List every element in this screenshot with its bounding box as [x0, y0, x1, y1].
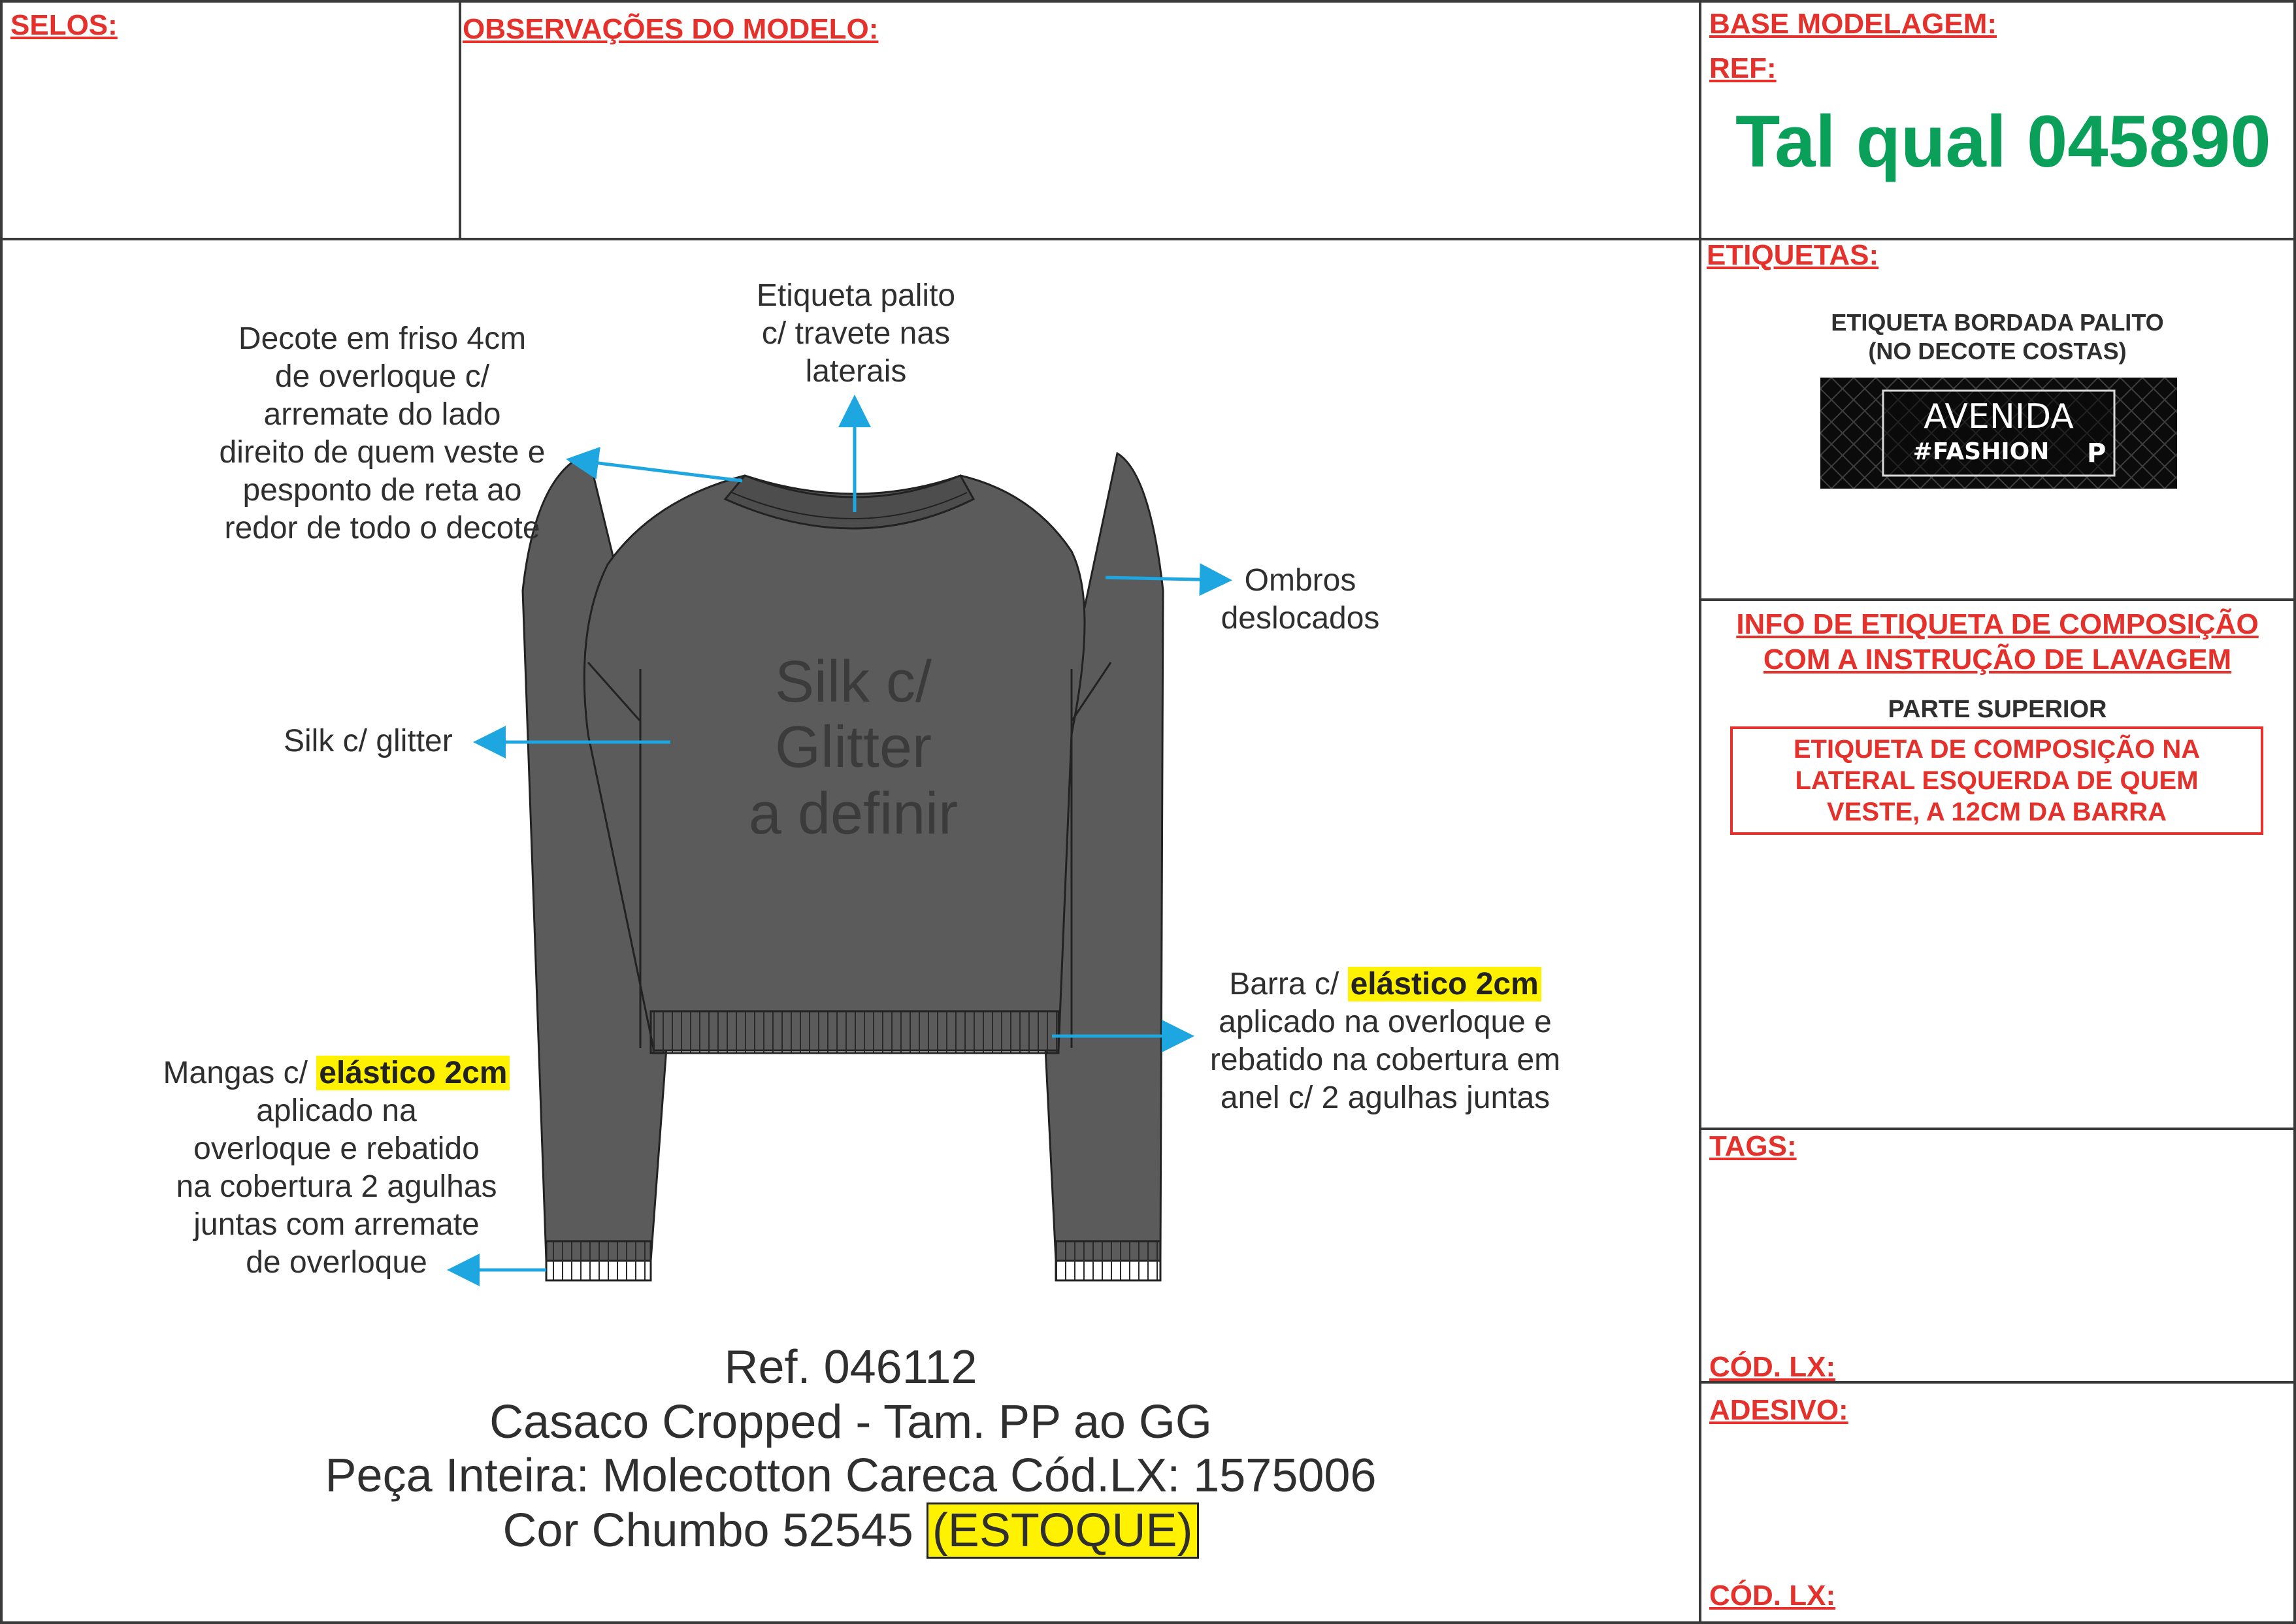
decote-line-3: arremate do lado: [263, 397, 501, 432]
brand-tagline: #FASHION: [1912, 438, 2050, 465]
footer-ref: Ref. 046112: [724, 1341, 977, 1393]
ref-value: Tal qual 045890: [1735, 101, 2271, 182]
composicao-instruction-text: [1794, 734, 2200, 828]
annotation-mangas: [144, 1054, 529, 1282]
footer-color: Cor Chumbo 52545: [502, 1504, 927, 1557]
ombros-line-2: deslocados: [1221, 601, 1380, 636]
brand-size: P: [2087, 438, 2107, 468]
etiqueta-palito-line-2: c/ travete nas: [761, 316, 951, 351]
mangas-line-5: juntas com arremate: [193, 1207, 480, 1242]
adesivo-label: ADESIVO:: [1709, 1394, 1848, 1426]
composicao-title-line-2: COM A INSTRUÇÃO DE LAVAGEM: [1763, 643, 2232, 675]
brand-name: AVENIDA: [1924, 397, 2074, 436]
silk-center-line-1: Silk c/: [774, 649, 932, 715]
observacoes-label: OBSERVAÇÕES DO MODELO:: [463, 13, 879, 45]
barra-prefix: Barra c/: [1229, 967, 1348, 1001]
frame-tags: [1699, 1128, 2296, 1384]
annotation-ombros: [1202, 562, 1398, 638]
mangas-line-4: na cobertura 2 agulhas: [176, 1169, 497, 1204]
barra-line-2: aplicado na overloque e: [1219, 1005, 1552, 1039]
silk-center-line-2: Glitter: [774, 715, 932, 780]
decote-line-1: Decote em friso 4cm: [238, 321, 527, 356]
annotation-decote: [189, 320, 575, 547]
mangas-line-1: [144, 1054, 529, 1092]
annotation-etiqueta-palito: [693, 277, 1019, 391]
mangas-highlight: elástico 2cm: [316, 1056, 510, 1090]
barra-line-4: anel c/ 2 agulhas juntas: [1220, 1080, 1550, 1115]
footer-color-line: [0, 1504, 1701, 1557]
mangas-prefix: Mangas c/: [163, 1056, 317, 1090]
silk-center-line-3: a definir: [748, 781, 959, 847]
selos-label: SELOS:: [10, 9, 118, 41]
ref-label: REF:: [1709, 52, 1777, 84]
left-cuff-rib: [546, 1241, 651, 1280]
etiqueta-palito-line-1: Etiqueta palito: [756, 278, 956, 313]
mangas-line-2: aplicado na: [256, 1094, 417, 1128]
etiqueta-title-line-1: ETIQUETA BORDADA PALITO: [1831, 309, 2164, 336]
composicao-box-line-3: VESTE, A 12CM DA BARRA: [1826, 798, 2167, 826]
cod-lx-label-adesivo: CÓD. LX:: [1709, 1580, 1836, 1612]
parte-superior-label: PARTE SUPERIOR: [1888, 696, 2107, 723]
footer-product: Casaco Cropped - Tam. PP ao GG: [489, 1396, 1212, 1448]
decote-line-5: pesponto de reta ao: [242, 473, 522, 508]
cod-lx-label-tags: CÓD. LX:: [1709, 1351, 1836, 1383]
composicao-instruction-box: [1730, 726, 2263, 835]
mangas-line-6: de overloque: [246, 1245, 427, 1280]
composicao-box-line-1: ETIQUETA DE COMPOSIÇÃO NA: [1793, 735, 2201, 764]
ombros-line-1: Ombros: [1244, 563, 1356, 598]
etiquetas-label: ETIQUETAS:: [1707, 239, 1879, 271]
barra-line-3: rebatido na cobertura em: [1209, 1043, 1561, 1077]
frame-composicao: [1699, 598, 2296, 1130]
composicao-title-line-1: INFO DE ETIQUETA DE COMPOSIÇÃO: [1736, 608, 2259, 640]
footer-stock-badge: (ESTOQUE): [927, 1502, 1199, 1559]
decote-line-4: direito de quem veste e: [219, 435, 546, 470]
annotation-barra: [1176, 966, 1594, 1117]
composicao-box-line-2: LATERAL ESQUERDA DE QUEM: [1795, 766, 2199, 795]
etiqueta-palito-line-3: laterais: [805, 354, 907, 389]
decote-line-2: de overloque c/: [274, 359, 490, 394]
barra-highlight: elástico 2cm: [1348, 967, 1541, 1001]
barra-line-1: [1176, 966, 1594, 1003]
hem-rib: [651, 1011, 1058, 1053]
right-cuff-rib: [1056, 1241, 1160, 1280]
tags-label: TAGS:: [1709, 1130, 1797, 1162]
mangas-line-3: overloque e rebatido: [193, 1131, 480, 1166]
brand-label-image: [1820, 378, 2177, 489]
arrow-decote: [572, 460, 742, 481]
annotation-silk-glitter: Silk c/ glitter: [284, 724, 453, 758]
decote-line-6: redor de todo o decote: [224, 511, 540, 545]
base-modelagem-label: BASE MODELAGEM:: [1709, 8, 1997, 40]
footer-fabric: Peça Inteira: Molecotton Careca Cód.LX: 1575006: [325, 1450, 1377, 1502]
etiqueta-title-line-2: (NO DECOTE COSTAS): [1868, 338, 2127, 365]
